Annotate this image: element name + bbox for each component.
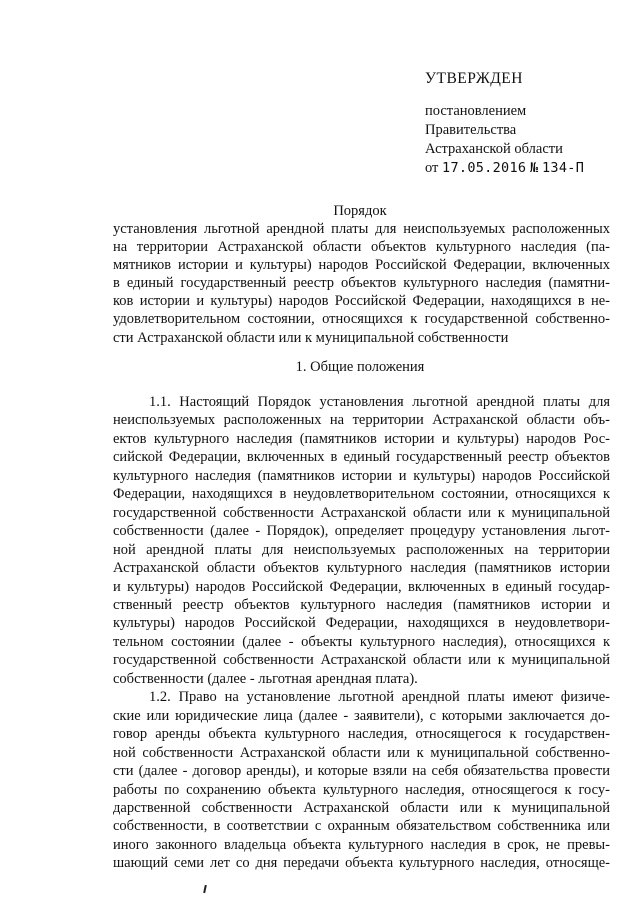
paragraph-1-line: собственности (далее - льготная арендная плата). [113,670,418,687]
paragraph-2-line: шающий семи лет со дня передачи объекта культурного наследия, относяще- [113,855,610,872]
approval-line-2: Правительства [425,122,517,138]
paragraph-2-line: ной собственности Астраханской области или к муниципальной собственно- [113,744,610,761]
subtitle-line: ков истории и культуры) народов Российской Федерации, находящихся в не- [113,293,610,310]
paragraph-1-line: неиспользуемых расположенных на территории Астраханской области объ- [113,412,610,429]
approval-line-1: постановлением [425,103,527,119]
document-subtitle [113,220,610,347]
scan-mark [203,885,207,893]
approved-heading: УТВЕРЖДЕН [425,70,523,87]
subtitle-line: сти Астраханской области или к муниципальной собственности [113,329,509,346]
approval-stamp [425,70,625,178]
paragraph-2-line: работы по сохранению объекта культурного наследия, относящегося к госу- [113,781,610,798]
subtitle-line: установления льготной арендной платы для неиспользуемых расположенных [113,221,610,237]
paragraph-1-line: государственной собственности Астраханской области или к муниципальной [113,504,610,521]
section-heading: 1. Общие положения [295,359,425,375]
paragraph-1-line: ектов культурного наследия (памятников истории и культуры) народов Рос- [113,430,610,447]
paragraph-1-line: ственный реестр объектов культурного наследия (памятников истории и [113,596,610,613]
approval-line-3: Астраханской области [425,141,563,157]
paragraph-2-line: иного законного владельца объекта культурного наследия в срок, не превы- [113,836,610,853]
approval-date: 17.05.2016 [442,160,527,176]
paragraph-2-line: 1.2. Право на установление льготной арендной платы имеют физиче- [149,689,610,706]
paragraph-2-line: сти (далее - договор аренды), и которые взяли на себя обязательства провести [113,763,610,780]
subtitle-line: удовлетворительном состоянии, относящихся к государственной собственно- [113,311,610,328]
paragraph-1-line: сийской Федерации, включенных в единый государственный реестр объектов [113,449,610,466]
subtitle-line: в единый государственный реестр объектов культурного наследия (памятни- [113,275,610,292]
number-sign: № [529,160,539,176]
paragraph-1-line: Астраханской области объектов культурного наследия (памятников истории [113,560,610,577]
paragraph-1-line: собственности (далее - Порядок), определяет процедуру установления льгот- [113,523,610,540]
approval-number: 134-П [542,160,585,176]
paragraph-2-line: ские или юридические лица (далее - заявители), с которыми заключается до- [113,707,610,724]
approval-date-line [425,159,625,178]
paragraph-1-line: ной арендной платы для неиспользуемых расположенных на территории [113,541,610,558]
paragraph-1-line: тельном состоянии (далее - объекты культурного наследия), относящихся к [113,633,610,650]
paragraph-1-line: 1.1. Настоящий Порядок установления льготной арендной платы для [149,394,610,410]
paragraph-1-line: Федерации, находящихся в неудовлетворительном состоянии, относящихся к [113,486,610,503]
paragraph-1-line: и культуры) народов Российской Федерации, включенных в единый государ- [113,578,610,595]
date-prefix: от [425,160,439,176]
paragraph-2-line: говор аренды объекта культурного наследия, относящегося к государствен- [113,726,610,743]
body-text [113,393,610,873]
paragraph-2-line: дарственной собственности Астраханской области или к муниципальной [113,799,610,816]
subtitle-line: на территории Астраханской области объектов культурного наследия (па- [113,239,610,256]
paragraph-1-line: культурного наследия (памятников истории и культуры) народов Российской [113,467,610,484]
paragraph-1-line: государственной собственности Астраханской области или к муниципальной [113,652,610,669]
subtitle-line: мятников истории и культуры) народов Российской Федерации, включенных [113,257,610,274]
paragraph-1-line: культуры) народов Российской Федерации, находящихся в неудовлетвори- [113,615,610,632]
paragraph-2-line: собственности, в соответствии с охранным обязательством собственника или [113,818,610,835]
document-title: Порядок [333,203,387,219]
